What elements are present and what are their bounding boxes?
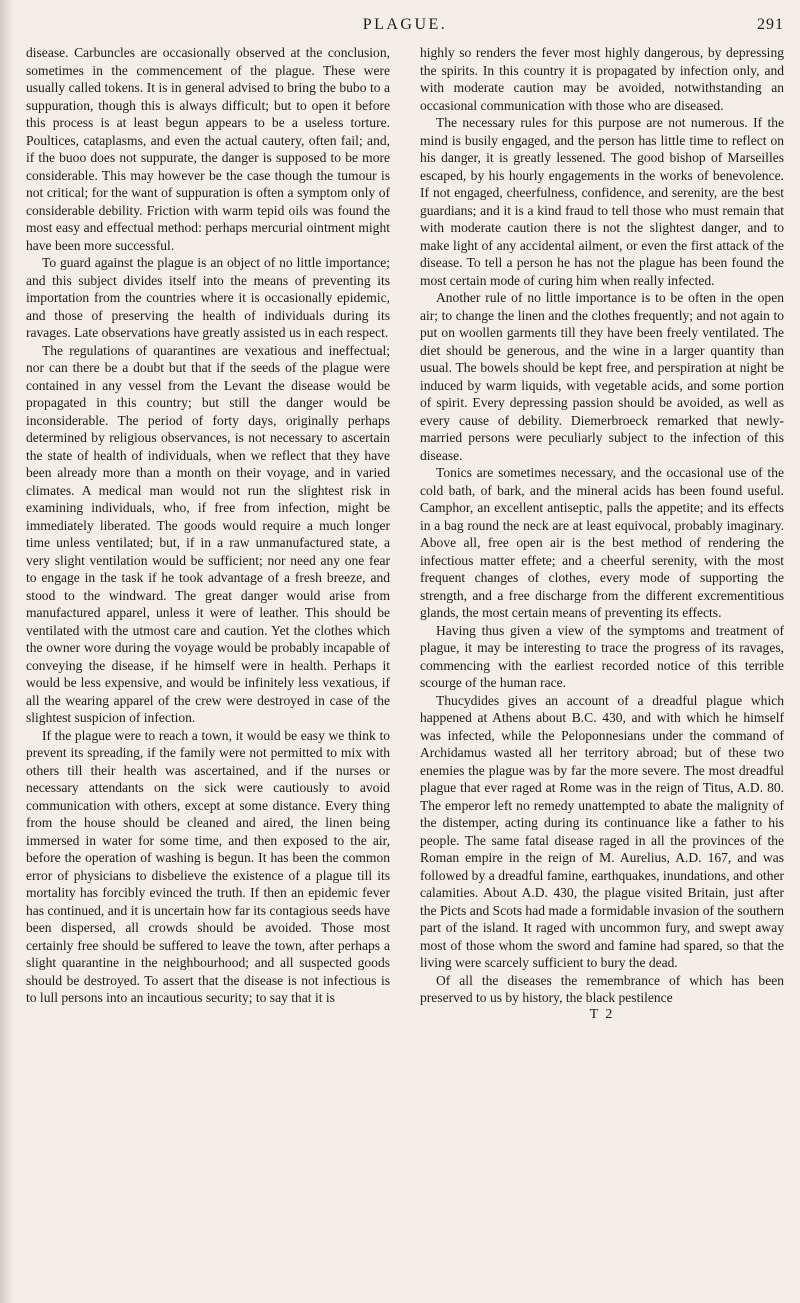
paragraph: If the plague were to reach a town, it would be easy we think to prevent its spreading, if the family were not permitted to mix with others till their health was ascertained, and if the nurses or necessary attendants on the sick were cautiously to avoid communication with others, except at some distance. Every thing from the house should be cleaned and aired, the linen being immersed in water for some time, and then exposed to the air, before the operation of washing is begun. It has been the common error of physicians to disbelieve the existence of a plague till its mortality has forcibly evinced the truth. If then an epidemic fever has continued, and it is uncertain how far its contagious seeds have been dispersed, all crowds should be avoided. Those most certainly free should be suffered to leave the town, after perhaps a slight quarantine in the neighbourhood; and all suspected goods should be destroyed. To assert that the disease is not infectious is to lull persons into an incautious security; to say that it is — [26, 727, 390, 1005]
paragraph: Another rule of no little importance is to be often in the open air; to change the linen and the clothes frequently; and not again to put on woollen garments till they have been freely ventilated. The diet should be generous, and the wine in a larger quantity than usual. The bowels should be kept free, and perspiration at night be induced by warm liquids, with vegetable acids, and some portion of spirit. Every depressing passion should be avoided, as well as every cause of debility. Diemerbroeck remarked that newly-married persons were peculiarly subject to the infection of this disease. — [420, 290, 784, 463]
paragraph: Having thus given a view of the symptoms and treatment of plague, it may be interesting to trace the progress of its ravages, commencing with the earliest recorded notice of this terrible scourge of the human race. — [420, 622, 784, 690]
paragraph: Of all the diseases the remembrance of which has been preserved to us by history, the black pestilence — [420, 972, 784, 1005]
signature-mark: T 2 — [589, 1006, 615, 1022]
running-head — [22, 14, 788, 40]
text-columns — [22, 44, 788, 1023]
paragraph: Thucydides gives an account of a dreadful plague which happened at Athens about B.C. 430, and with which he himself was infected, while the Peloponnesians under the command of Archidamus wasted all her territory abroad; but of these two enemies the plague was by far the more severe. The most dreadful plague that ever raged at Rome was in the reign of Titus, A.D. 80. The emperor left no remedy unattempted to abate the malignity of the distemper, acting during its continuance like a father to his people. The same fatal disease raged in all the provinces of the Roman empire in the reign of M. Aurelius, A.D. 167, and was followed by a dreadful famine, earthquakes, inundations, and other calamities. About A.D. 430, the plague visited Britain, just after the Picts and Scots had made a formidable invasion of the southern part of the island. It raged with uncommon fury, and swept away most of those whom the sword and famine had spared, so that the living were scarcely sufficient to bury the dead. — [420, 692, 784, 970]
paragraph: highly so renders the fever most highly dangerous, by depressing the spirits. In this country it is propagated by infection only, and with moderate caution may be avoided, notwithstanding an occasional communication with those who are diseased. — [420, 45, 784, 113]
paragraph: The necessary rules for this purpose are not numerous. If the mind is busily engaged, and the person has little time to reflect on his danger, it is greatly lessened. The good bishop of Marseilles escaped, by his hourly engagements in the works of benevolence. If not engaged, cheerfulness, confidence, and serenity, are the best guardians; and it is a kind fraud to tell those who must remain that with moderate caution there is not the slightest danger, and to make light of any accidental ailment, or even the first attack of the disease. To tell a person he has not the plague has been found the most certain mode of curing him when really infected. — [420, 115, 784, 288]
paragraph: Tonics are sometimes necessary, and the occasional use of the cold bath, of bark, and the mineral acids has been found useful. Camphor, an excellent antiseptic, palls the appetite; and its effects in a bag round the neck are at least equivocal, probably imaginary. Above all, free open air is the best method of rendering the infectious matter effete; and a cheerful serenity, with the most frequent changes of clothes, every mode of supporting the strength, and a free discharge from the different excrementitious glands, the most certain means of preventing its effects. — [420, 465, 784, 620]
page-gutter-shadow — [0, 0, 14, 1303]
paragraph: The regulations of quarantines are vexatious and ineffectual; nor can there be a doubt but that if the seeds of the plague were contained in any vessel from the Levant the disease would be propagated in this country; but still the danger would be inconsiderable. The period of forty days, originally perhaps determined by religious observances, is not necessary to ascertain the state of health of individuals, when we reflect that they have been already more than a month on their voyage, and in varied climates. A medical man would not run the slightest risk in examining individuals, who, if free from infection, might be immediately liberated. The goods would require a much longer time unless ventilated; but, if in a raw unmanufactured state, a very slight ventilation would be sufficient; nor need any one fear to engage in the task if he took advantage of a fresh breeze, and stood to the windward. The great danger would arise from manufactured apparel, unless it were of leather. This should be ventilated with the utmost care and caution. Yet the clothes which the owner wore during the voyage would be probably incapable of conveying the disease, if he himself were in health. Perhaps it would be less expensive, and would be infinitely less vexatious, if all the wearing apparel of the crew were destroyed in case of the slightest suspicion of infection. — [26, 342, 390, 725]
page-number: 291 — [757, 16, 784, 33]
paragraph: disease. Carbuncles are occasionally observed at the conclusion, sometimes in the commencement of the plague. These were usually called tokens. It is in general advised to bring the bubo to a suppuration, though this is always difficult; but to open it before this process is at least begun appears to be a useless torture. Poultices, cataplasms, and even the actual cautery, often fail; and, if the buoo does not suppurate, the danger is supposed to be more considerable. This may however be the case though the tumour is not critical; for the want of suppuration is often a symptom only of considerable debility. Friction with warm tepid oils was found the most easy and effectual method: perhaps mercurial ointment might have been more successful. — [26, 45, 390, 253]
paragraph: To guard against the plague is an object of no little importance; and this subject divides itself into the means of preventing its importation from the countries where it is occasionally epidemic, and those of preserving the health of individuals during its ravages. Late observations have greatly assisted us in each respect. — [26, 255, 390, 340]
right-column — [420, 44, 788, 1023]
left-column — [22, 44, 390, 1023]
running-head-title: PLAGUE. — [362, 16, 448, 33]
book-page — [22, 14, 788, 1023]
